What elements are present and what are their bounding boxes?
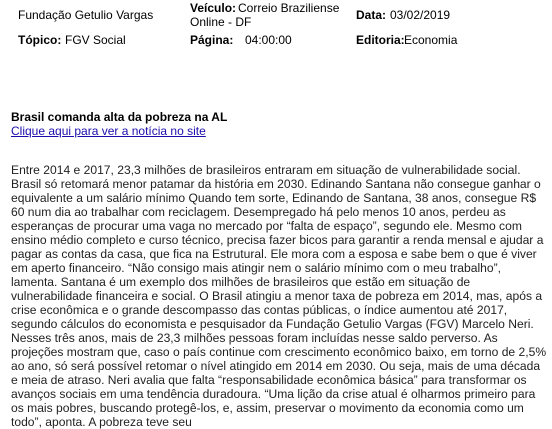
page-value: 04:00:00 <box>245 33 292 47</box>
topic-value: FGV Social <box>65 33 126 47</box>
article-metadata <box>0 0 552 60</box>
section-value: Economia <box>404 33 458 47</box>
page-label: Página: <box>190 33 234 47</box>
view-online-link[interactable]: Clique aqui para ver a notícia no site <box>11 124 206 138</box>
article-body-text: Entre 2014 e 2017, 23,3 milhões de brasileiros entraram em situação de vulnerabilidade social. Brasil só retomará menor patamar da história em 2030. Edinando Santana não consegue ganhar o equivalente a um salário mínimo Quando tem sorte, Edinando de Santana, 38 anos, consegue R$ 60 num dia ao trabalhar com reciclagem. Desempregado há pelo menos 10 anos, perdeu as esperanças de procurar uma vaga no mercado por “falta de espaço”, segundo ele. Mesmo com ensino médio completo e curso técnico, precisa fazer bicos para garantir a renda mensal e ajudar a pagar as contas da casa, que fica na Estrutural. Ele mora com a esposa e sabe bem o que é viver em aperto financeiro. “Não consigo mais atingir nem o salário mínimo com o meu trabalho”, lamenta. Santana é um exemplo dos milhões de brasileiros que estão em situação de vulnerabilidade financeira e social. O Brasil atingiu a menor taxa de pobreza em 2014, mas, após a crise econômica e o grande descompasso das contas públicas, o índice aumentou até 2017, segundo cálculos do economista e pesquisador da Fundação Getulio Vargas (FGV) Marcelo Neri. Nesses três anos, mais de 23,3 milhões pessoas foram incluídas nesse saldo perverso. As projeções mostram que, caso o país continue com crescimento econômico baixo, em torno de 2,5% ao ano, só será possível retomar o nível atingido em 2014 em 2030. Ou seja, mais de uma década e meia de atraso. Neri avalia que falta “responsabilidade econômica básica” para transformar os avanços sociais em uma tendência duradoura. “Uma lição da crise atual é olharmos primeiro para os mais pobres, buscando protegê-los, e, assim, preservar o movimento da economia como um todo”, aponta. A pobreza teve seu <box>11 163 547 429</box>
date-value: 03/02/2019 <box>390 8 451 22</box>
section-label: Editoria: <box>356 33 405 47</box>
article-title: Brasil comanda alta da pobreza na AL <box>11 110 228 124</box>
source-name: Fundação Getulio Vargas <box>18 8 154 22</box>
vehicle-value-line2: Online - DF <box>190 15 252 29</box>
article-body <box>11 163 547 429</box>
vehicle-value-line1: Correio Braziliense <box>238 1 340 15</box>
date-label: Data: <box>356 8 387 22</box>
vehicle-label: Veículo: <box>190 1 237 15</box>
topic-label: Tópico: <box>18 33 62 47</box>
